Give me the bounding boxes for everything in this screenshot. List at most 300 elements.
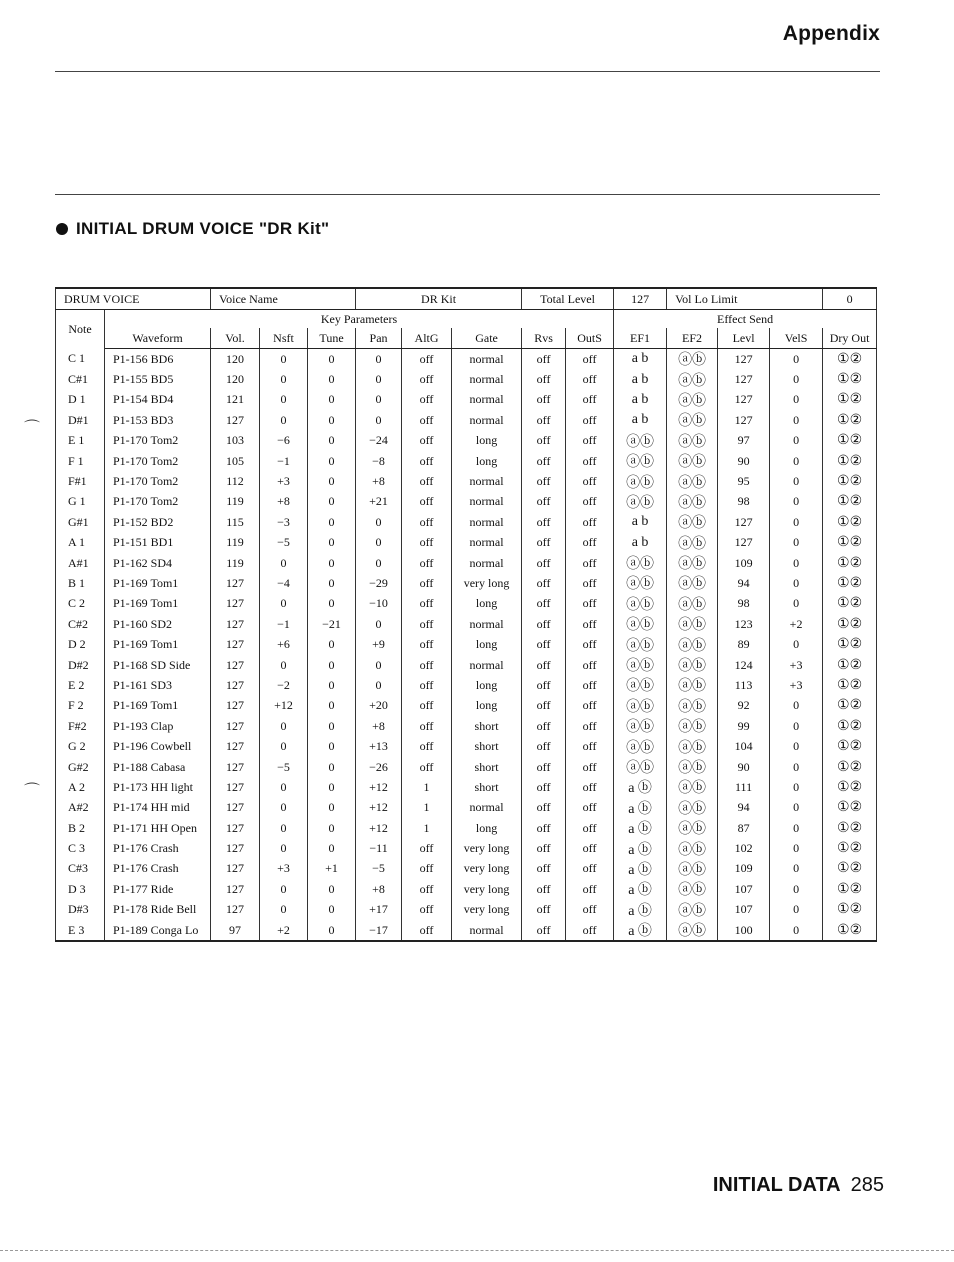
cell-pan: 0 [356, 390, 402, 410]
cell-waveform: P1-171 HH Open [105, 818, 211, 838]
cell-vol: 127 [211, 675, 260, 695]
cell-nsft: 0 [260, 410, 308, 430]
cell-levl: 107 [718, 900, 770, 920]
cell-altg: off [402, 859, 452, 879]
cell-vels: +3 [770, 675, 823, 695]
cell-vels: 0 [770, 410, 823, 430]
cell-ef1: a ⓑ [614, 859, 667, 879]
cell-ef1: ⓐⓑ [614, 655, 667, 675]
cell-levl: 127 [718, 369, 770, 389]
cell-pan: −10 [356, 594, 402, 614]
table-row [56, 675, 877, 695]
cell-waveform: P1-160 SD2 [105, 614, 211, 634]
cell-vol: 127 [211, 818, 260, 838]
cell-dry-out: ①② [823, 920, 877, 941]
cell-ef2: ⓐⓑ [667, 798, 718, 818]
cell-vol: 127 [211, 594, 260, 614]
cell-levl: 92 [718, 696, 770, 716]
cell-tune: 0 [308, 920, 356, 941]
cell-dry-out: ①② [823, 533, 877, 553]
cell-note: B 1 [56, 573, 105, 593]
cell-waveform: P1-169 Tom1 [105, 634, 211, 654]
cell-vol: 119 [211, 553, 260, 573]
cell-rvs: off [522, 390, 566, 410]
cell-vels: 0 [770, 818, 823, 838]
cell-vol: 127 [211, 696, 260, 716]
cell-tune: 0 [308, 696, 356, 716]
cell-ef2: ⓐⓑ [667, 614, 718, 634]
cell-dry-out: ①② [823, 492, 877, 512]
cell-waveform: P1-162 SD4 [105, 553, 211, 573]
cell-note: C#1 [56, 369, 105, 389]
cell-levl: 109 [718, 859, 770, 879]
cell-tune: 0 [308, 594, 356, 614]
cell-tune: 0 [308, 471, 356, 491]
cell-waveform: P1-161 SD3 [105, 675, 211, 695]
cell-vol: 127 [211, 716, 260, 736]
cell-outs: off [566, 431, 614, 451]
cell-rvs: off [522, 798, 566, 818]
table-row [56, 512, 877, 532]
cell-vol: 121 [211, 390, 260, 410]
cell-outs: off [566, 675, 614, 695]
cell-note: D 2 [56, 634, 105, 654]
cell-altg: off [402, 900, 452, 920]
cell-levl: 127 [718, 349, 770, 370]
cell-levl: 127 [718, 512, 770, 532]
cell-nsft: −4 [260, 573, 308, 593]
cell-waveform: P1-188 Cabasa [105, 757, 211, 777]
table-row [56, 859, 877, 879]
cell-nsft: +3 [260, 471, 308, 491]
col-levl: Levl [718, 328, 770, 349]
cell-ef2: ⓐⓑ [667, 818, 718, 838]
cell-ef2: ⓐⓑ [667, 349, 718, 370]
cell-outs: off [566, 594, 614, 614]
cell-ef1: a ⓑ [614, 818, 667, 838]
cell-nsft: 0 [260, 369, 308, 389]
cell-vels: 0 [770, 451, 823, 471]
cell-gate: long [452, 675, 522, 695]
table-row [56, 798, 877, 818]
cell-altg: off [402, 736, 452, 756]
cell-altg: off [402, 451, 452, 471]
cell-ef2: ⓐⓑ [667, 573, 718, 593]
drum-voice-label: DRUM VOICE [56, 288, 211, 310]
cell-vels: 0 [770, 777, 823, 797]
table-row [56, 553, 877, 573]
cell-ef2: ⓐⓑ [667, 655, 718, 675]
col-ef2: EF2 [667, 328, 718, 349]
page-number: 285 [850, 1174, 884, 1196]
cell-nsft: 0 [260, 736, 308, 756]
cell-dry-out: ①② [823, 471, 877, 491]
cell-altg: off [402, 655, 452, 675]
cell-nsft: 0 [260, 553, 308, 573]
cell-gate: normal [452, 798, 522, 818]
cell-altg: off [402, 573, 452, 593]
cell-outs: off [566, 390, 614, 410]
cell-pan: 0 [356, 349, 402, 370]
cell-gate: short [452, 777, 522, 797]
cell-pan: +9 [356, 634, 402, 654]
cell-vol: 127 [211, 900, 260, 920]
col-vels: VelS [770, 328, 823, 349]
cell-outs: off [566, 716, 614, 736]
cell-waveform: P1-169 Tom1 [105, 594, 211, 614]
cell-rvs: off [522, 410, 566, 430]
cell-waveform: P1-151 BD1 [105, 533, 211, 553]
cell-pan: +12 [356, 818, 402, 838]
cell-nsft: +6 [260, 634, 308, 654]
cell-levl: 100 [718, 920, 770, 941]
kit-header-row [56, 288, 877, 310]
cell-ef2: ⓐⓑ [667, 716, 718, 736]
cell-rvs: off [522, 512, 566, 532]
key-parameters-header: Key Parameters [105, 310, 614, 329]
cell-tune: 0 [308, 736, 356, 756]
cell-ef1: a ⓑ [614, 777, 667, 797]
cell-pan: −29 [356, 573, 402, 593]
cell-tune: 0 [308, 410, 356, 430]
cell-tune: 0 [308, 716, 356, 736]
cell-outs: off [566, 349, 614, 370]
cell-note: C 1 [56, 349, 105, 370]
cell-ef2: ⓐⓑ [667, 512, 718, 532]
cell-outs: off [566, 471, 614, 491]
cell-vels: 0 [770, 553, 823, 573]
cell-rvs: off [522, 573, 566, 593]
cell-note: A 1 [56, 533, 105, 553]
table-row [56, 369, 877, 389]
cell-rvs: off [522, 838, 566, 858]
page-footer [713, 1174, 884, 1197]
cell-levl: 89 [718, 634, 770, 654]
cell-levl: 90 [718, 451, 770, 471]
cell-vels: 0 [770, 349, 823, 370]
cell-vol: 127 [211, 736, 260, 756]
cell-ef1: ⓐⓑ [614, 634, 667, 654]
cell-ef2: ⓐⓑ [667, 634, 718, 654]
cell-waveform: P1-153 BD3 [105, 410, 211, 430]
cell-waveform: P1-177 Ride [105, 879, 211, 899]
cell-vels: 0 [770, 757, 823, 777]
cell-levl: 127 [718, 390, 770, 410]
cell-pan: 0 [356, 614, 402, 634]
cell-ef1: a ⓑ [614, 879, 667, 899]
cell-dry-out: ①② [823, 594, 877, 614]
cell-tune: 0 [308, 349, 356, 370]
cell-vels: 0 [770, 879, 823, 899]
cell-ef1: ⓐⓑ [614, 716, 667, 736]
column-header-row [56, 328, 877, 349]
cell-nsft: 0 [260, 818, 308, 838]
cell-waveform: P1-196 Cowbell [105, 736, 211, 756]
cell-vol: 127 [211, 777, 260, 797]
section-rule [55, 194, 880, 195]
cell-ef2: ⓐⓑ [667, 675, 718, 695]
cell-ef1: ⓐⓑ [614, 696, 667, 716]
cell-altg: off [402, 492, 452, 512]
cell-gate: long [452, 634, 522, 654]
cell-note: C#2 [56, 614, 105, 634]
col-nsft: Nsft [260, 328, 308, 349]
cell-tune: 0 [308, 390, 356, 410]
col-tune: Tune [308, 328, 356, 349]
table-row [56, 410, 877, 430]
cell-tune: 0 [308, 655, 356, 675]
cell-pan: 0 [356, 553, 402, 573]
cell-pan: +12 [356, 777, 402, 797]
cell-tune: 0 [308, 369, 356, 389]
cell-tune: 0 [308, 573, 356, 593]
cell-note: D 3 [56, 879, 105, 899]
cell-pan: +13 [356, 736, 402, 756]
cell-ef1: a ⓑ [614, 920, 667, 941]
cell-vol: 127 [211, 614, 260, 634]
cell-waveform: P1-170 Tom2 [105, 471, 211, 491]
table-row [56, 349, 877, 370]
cell-gate: long [452, 696, 522, 716]
cell-dry-out: ①② [823, 451, 877, 471]
cell-levl: 94 [718, 573, 770, 593]
cell-pan: −17 [356, 920, 402, 941]
cell-vol: 127 [211, 655, 260, 675]
margin-mark-icon: ⌒ [24, 420, 41, 437]
cell-dry-out: ①② [823, 655, 877, 675]
cell-altg: off [402, 390, 452, 410]
cell-note: E 2 [56, 675, 105, 695]
cell-note: A#1 [56, 553, 105, 573]
table-row [56, 900, 877, 920]
table-row [56, 594, 877, 614]
cell-ef2: ⓐⓑ [667, 777, 718, 797]
cell-rvs: off [522, 859, 566, 879]
table-row [56, 655, 877, 675]
cell-tune: 0 [308, 553, 356, 573]
cell-dry-out: ①② [823, 614, 877, 634]
cell-waveform: P1-154 BD4 [105, 390, 211, 410]
section-header: Appendix [782, 22, 880, 45]
cell-outs: off [566, 696, 614, 716]
cell-levl: 99 [718, 716, 770, 736]
cell-levl: 87 [718, 818, 770, 838]
cell-dry-out: ①② [823, 736, 877, 756]
cell-tune: 0 [308, 818, 356, 838]
cell-note: E 3 [56, 920, 105, 941]
cell-dry-out: ①② [823, 818, 877, 838]
cell-dry-out: ①② [823, 431, 877, 451]
cell-vol: 119 [211, 533, 260, 553]
cell-vels: 0 [770, 634, 823, 654]
cell-gate: normal [452, 390, 522, 410]
table-row [56, 451, 877, 471]
cell-altg: off [402, 696, 452, 716]
effect-send-header: Effect Send [614, 310, 877, 329]
cell-note: F 1 [56, 451, 105, 471]
cell-vol: 105 [211, 451, 260, 471]
cell-pan: 0 [356, 369, 402, 389]
cell-vol: 127 [211, 410, 260, 430]
cell-gate: normal [452, 492, 522, 512]
cell-tune: +1 [308, 859, 356, 879]
table-row [56, 696, 877, 716]
cell-note: D#2 [56, 655, 105, 675]
cell-tune: 0 [308, 512, 356, 532]
cell-tune: 0 [308, 675, 356, 695]
cell-ef1: a b [614, 349, 667, 370]
cell-dry-out: ①② [823, 859, 877, 879]
cell-vels: 0 [770, 859, 823, 879]
cell-outs: off [566, 859, 614, 879]
cell-dry-out: ①② [823, 838, 877, 858]
cell-vol: 112 [211, 471, 260, 491]
cell-ef2: ⓐⓑ [667, 451, 718, 471]
cell-waveform: P1-168 SD Side [105, 655, 211, 675]
bottom-rule [0, 1250, 954, 1251]
cell-vels: 0 [770, 594, 823, 614]
cell-dry-out: ①② [823, 757, 877, 777]
cell-rvs: off [522, 900, 566, 920]
cell-rvs: off [522, 492, 566, 512]
cell-vels: 0 [770, 573, 823, 593]
cell-vol: 120 [211, 349, 260, 370]
cell-outs: off [566, 757, 614, 777]
cell-nsft: −5 [260, 757, 308, 777]
cell-outs: off [566, 879, 614, 899]
bullet-icon [56, 223, 68, 235]
cell-levl: 104 [718, 736, 770, 756]
cell-gate: normal [452, 614, 522, 634]
cell-waveform: P1-170 Tom2 [105, 492, 211, 512]
cell-ef1: a b [614, 512, 667, 532]
cell-waveform: P1-156 BD6 [105, 349, 211, 370]
cell-ef2: ⓐⓑ [667, 920, 718, 941]
cell-note: G 2 [56, 736, 105, 756]
cell-ef1: ⓐⓑ [614, 431, 667, 451]
cell-outs: off [566, 655, 614, 675]
cell-altg: 1 [402, 798, 452, 818]
cell-tune: 0 [308, 431, 356, 451]
cell-tune: 0 [308, 900, 356, 920]
cell-rvs: off [522, 736, 566, 756]
cell-tune: 0 [308, 757, 356, 777]
cell-pan: +8 [356, 716, 402, 736]
total-level-value: 127 [614, 288, 667, 310]
cell-gate: long [452, 431, 522, 451]
cell-outs: off [566, 634, 614, 654]
cell-pan: +20 [356, 696, 402, 716]
cell-nsft: 0 [260, 655, 308, 675]
cell-gate: very long [452, 573, 522, 593]
cell-nsft: 0 [260, 716, 308, 736]
cell-tune: 0 [308, 451, 356, 471]
cell-outs: off [566, 818, 614, 838]
cell-altg: off [402, 716, 452, 736]
table-row [56, 471, 877, 491]
table-row [56, 533, 877, 553]
cell-gate: very long [452, 879, 522, 899]
cell-vol: 115 [211, 512, 260, 532]
cell-gate: normal [452, 533, 522, 553]
cell-gate: normal [452, 410, 522, 430]
cell-rvs: off [522, 920, 566, 941]
cell-altg: off [402, 757, 452, 777]
cell-waveform: P1-155 BD5 [105, 369, 211, 389]
cell-altg: off [402, 634, 452, 654]
cell-levl: 95 [718, 471, 770, 491]
cell-pan: +21 [356, 492, 402, 512]
cell-waveform: P1-193 Clap [105, 716, 211, 736]
cell-nsft: 0 [260, 798, 308, 818]
cell-dry-out: ①② [823, 349, 877, 370]
table-row [56, 757, 877, 777]
cell-dry-out: ①② [823, 675, 877, 695]
cell-ef2: ⓐⓑ [667, 859, 718, 879]
cell-levl: 98 [718, 594, 770, 614]
cell-altg: off [402, 594, 452, 614]
cell-levl: 124 [718, 655, 770, 675]
cell-vels: 0 [770, 533, 823, 553]
cell-pan: −5 [356, 859, 402, 879]
cell-note: D#1 [56, 410, 105, 430]
cell-vol: 119 [211, 492, 260, 512]
cell-dry-out: ①② [823, 512, 877, 532]
col-altg: AltG [402, 328, 452, 349]
cell-note: A 2 [56, 777, 105, 797]
cell-altg: off [402, 614, 452, 634]
cell-note: G#2 [56, 757, 105, 777]
cell-dry-out: ①② [823, 798, 877, 818]
vol-lo-limit-label: Vol Lo Limit [667, 288, 823, 310]
cell-rvs: off [522, 349, 566, 370]
cell-vels: 0 [770, 431, 823, 451]
cell-tune: 0 [308, 777, 356, 797]
cell-tune: 0 [308, 798, 356, 818]
cell-waveform: P1-178 Ride Bell [105, 900, 211, 920]
cell-altg: off [402, 675, 452, 695]
cell-waveform: P1-169 Tom1 [105, 696, 211, 716]
cell-pan: −8 [356, 451, 402, 471]
cell-nsft: +3 [260, 859, 308, 879]
cell-ef2: ⓐⓑ [667, 390, 718, 410]
cell-waveform: P1-176 Crash [105, 838, 211, 858]
cell-nsft: 0 [260, 777, 308, 797]
cell-rvs: off [522, 716, 566, 736]
cell-ef2: ⓐⓑ [667, 900, 718, 920]
cell-vol: 127 [211, 798, 260, 818]
cell-levl: 90 [718, 757, 770, 777]
cell-levl: 113 [718, 675, 770, 695]
cell-dry-out: ①② [823, 573, 877, 593]
cell-pan: +8 [356, 879, 402, 899]
table-row [56, 431, 877, 451]
cell-ef2: ⓐⓑ [667, 696, 718, 716]
cell-nsft: +8 [260, 492, 308, 512]
note-header: Note [56, 310, 105, 349]
cell-rvs: off [522, 369, 566, 389]
cell-note: G#1 [56, 512, 105, 532]
cell-rvs: off [522, 655, 566, 675]
cell-pan: 0 [356, 533, 402, 553]
cell-pan: 0 [356, 410, 402, 430]
cell-dry-out: ①② [823, 879, 877, 899]
cell-ef2: ⓐⓑ [667, 757, 718, 777]
cell-gate: short [452, 736, 522, 756]
col-outs: OutS [566, 328, 614, 349]
cell-rvs: off [522, 777, 566, 797]
cell-altg: 1 [402, 818, 452, 838]
